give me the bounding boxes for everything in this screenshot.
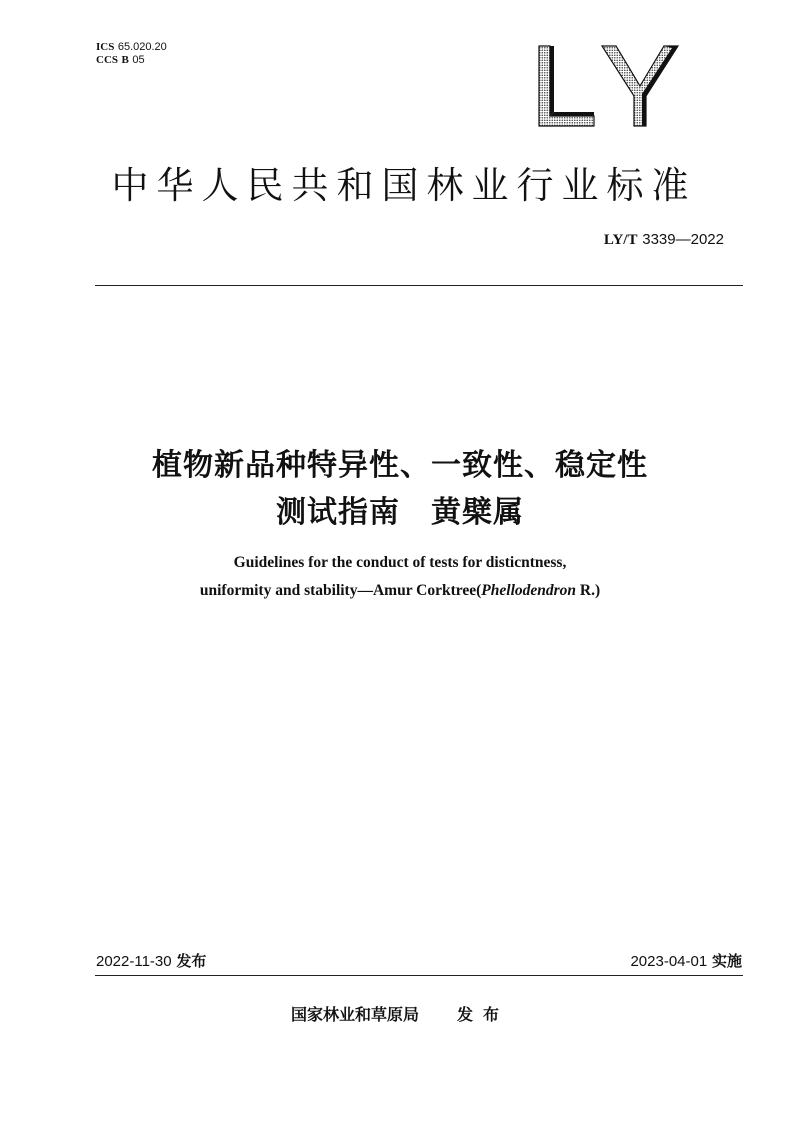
implement-date-value: 2023-04-01 xyxy=(630,953,708,970)
ccs-code: 05 xyxy=(132,54,145,66)
header-divider xyxy=(95,285,743,286)
ics-code: 65.020.20 xyxy=(117,41,167,53)
title-en-line2-start: uniformity and stability—Amur Corktree( xyxy=(199,582,482,599)
ics-code-line xyxy=(96,40,167,54)
implement-date-label: 实施 xyxy=(711,952,742,970)
publish-date-label: 发布 xyxy=(176,952,207,970)
standard-number-prefix: LY/T xyxy=(603,232,638,248)
title-en-genus: Phellodendron xyxy=(481,582,577,599)
logo-letter-l xyxy=(539,46,594,126)
ccs-label: CCS xyxy=(96,54,119,66)
logo-text: LY xyxy=(536,44,538,45)
title-en-line2-end: R.) xyxy=(576,582,601,599)
standard-number xyxy=(604,230,724,249)
standard-number-value: 3339—2022 xyxy=(642,231,724,248)
standard-category-title: 中华人民共和国林业行业标准 xyxy=(111,164,697,207)
ics-label: ICS xyxy=(96,41,115,53)
title-en-line2 xyxy=(0,582,800,600)
ly-logo xyxy=(536,44,682,128)
ccs-class: B xyxy=(121,54,129,66)
publish-date xyxy=(96,950,206,971)
publish-date-value: 2022-11-30 xyxy=(96,953,172,970)
issuer-line xyxy=(0,1002,800,1025)
implement-date xyxy=(630,950,742,971)
footer-divider xyxy=(95,975,743,976)
issuer-name: 国家林业和草原局 xyxy=(290,1005,419,1024)
ccs-code-line xyxy=(96,53,145,67)
title-en-line1: Guidelines for the conduct of tests for disticntness, xyxy=(233,554,567,571)
issuer-action: 发布 xyxy=(457,1005,510,1024)
title-cn-line1: 植物新品种特异性、一致性、稳定性 xyxy=(152,448,648,483)
logo-letter-y xyxy=(602,46,678,126)
title-cn-line2: 测试指南 黄檗属 xyxy=(276,495,524,530)
